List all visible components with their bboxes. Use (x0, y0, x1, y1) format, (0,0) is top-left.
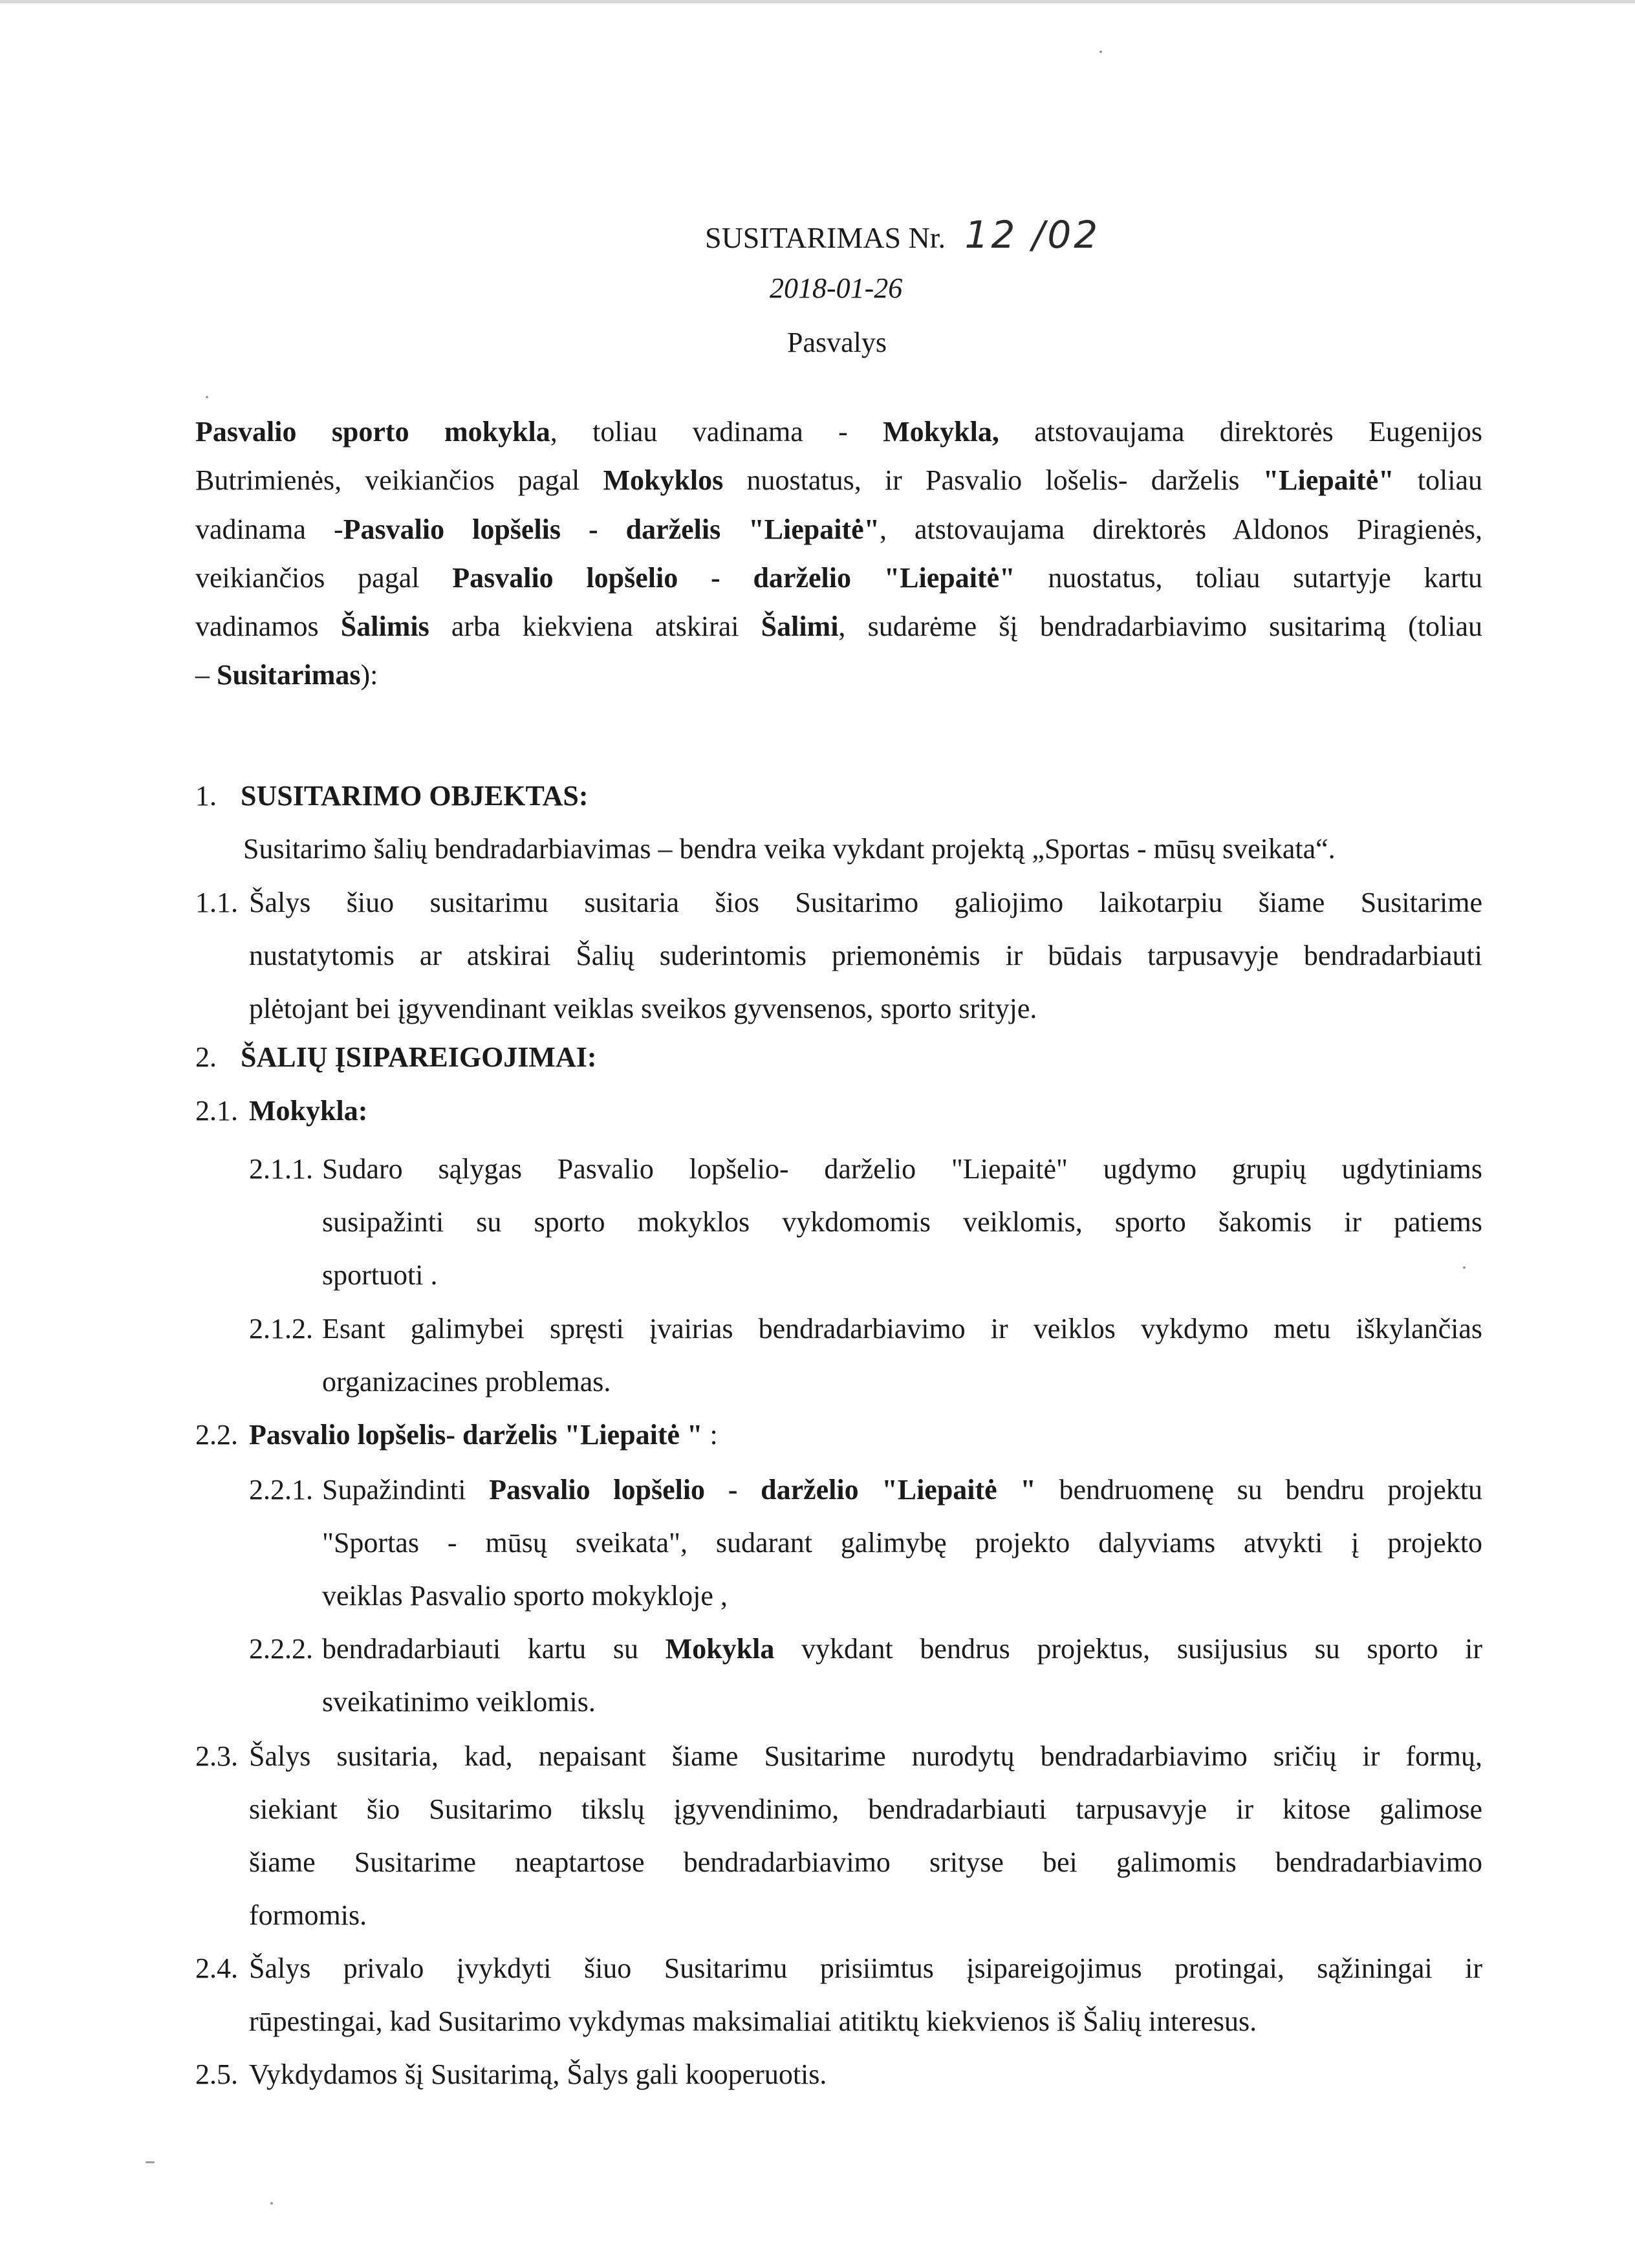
clause-2-1-2-line-1: Esant galimybei spręsti įvairias bendradarbiavimo ir veiklos vykdymo metu iškylančias (322, 1313, 1482, 1345)
clause-2-2-1-line-1: Supažindinti Pasvalio lopšelio - darželio "Liepaitė " bendruomenę su bendru projektu (322, 1474, 1482, 1506)
clause-2-1-1-line-2: susipažinti su sporto mokyklos vykdomomis veiklomis, sporto šakomis ir patiems (322, 1206, 1482, 1238)
clause-2-2-1-line-3: veiklas Pasvalio sporto mokykloje , (322, 1580, 728, 1612)
intro-line-5: vadinamos Šalimis arba kiekviena atskirai Šalimi, sudarėme šį bendradarbiavimo susitarimą (toliau (195, 610, 1482, 642)
clause-2-2-2-line-1: bendradarbiauti kartu su Mokykla vykdant bendrus projektus, susijusius su sporto ir (322, 1633, 1483, 1665)
clause-2-2-1-number: 2.2.1. (249, 1474, 313, 1506)
clause-2-4-number: 2.4. (195, 1952, 238, 1984)
clause-2-3-line-1: Šalys susitaria, kad, nepaisant šiame Susitarime nurodytų bendradarbiavimo sričių ir formų, (249, 1740, 1482, 1772)
section-1-number: 1. (195, 780, 217, 812)
clause-1-1-number: 1.1. (195, 887, 238, 918)
document-title (705, 213, 1101, 257)
clause-1-1-line-2: nustatytomis ar atskirai Šalių suderintomis priemonėmis ir būdais tarpusavyje bendradarbiauti (249, 940, 1482, 971)
clause-2-1-number: 2.1. (195, 1095, 238, 1127)
intro-line-4: veikiančios pagal Pasvalio lopšelio - darželio "Liepaitė" nuostatus, toliau sutartyje kartu (195, 562, 1482, 594)
title-prefix: SUSITARIMAS Nr. (705, 221, 946, 254)
intro-line-6: – Susitarimas): (195, 659, 378, 691)
clause-1-1-line-1: Šalys šiuo susitarimu susitaria šios Susitarimo galiojimo laikotarpiu šiame Susitarime (249, 887, 1482, 918)
document-city: Pasvalys (787, 327, 887, 358)
clause-2-2-number: 2.2. (195, 1419, 238, 1451)
section-2-heading: ŠALIŲ ĮSIPAREIGOJIMAI: (241, 1041, 597, 1073)
clause-2-2-2-number: 2.2.2. (249, 1633, 313, 1665)
clause-2-5-number: 2.5. (195, 2058, 238, 2090)
clause-2-1-1-number: 2.1.1. (249, 1153, 313, 1185)
clause-2-1-2-line-2: organizacines problemas. (322, 1366, 611, 1398)
clause-2-3-line-4: formomis. (249, 1899, 367, 1931)
clause-2-1-1-line-1: Sudaro sąlygas Pasvalio lopšelio- darželio "Liepaitė" ugdymo grupių ugdytiniams (322, 1153, 1482, 1185)
clause-2-2-heading: Pasvalio lopšelis- darželis "Liepaitė " : (249, 1419, 718, 1451)
clause-2-1-1-line-3: sportuoti . (322, 1259, 438, 1291)
clause-2-1-heading: Mokykla: (249, 1095, 368, 1127)
intro-line-2: Butrimienės, veikiančios pagal Mokyklos nuostatus, ir Pasvalio lošelis- darželis "Liepaitė" toliau (195, 464, 1483, 496)
intro-line-3: vadinama -Pasvalio lopšelis - darželis "Liepaitė", atstovaujama direktorės Aldonos Piragienės, (195, 513, 1482, 545)
clause-1-1-line-3: plėtojant bei įgyvendinant veiklas sveikos gyvensenos, sporto srityje. (249, 993, 1037, 1024)
section-1-heading: SUSITARIMO OBJEKTAS: (241, 780, 589, 812)
clause-2-2-1-line-2: "Sportas - mūsų sveikata", sudarant galimybę projekto dalyviams atvykti į projekto (322, 1527, 1482, 1559)
clause-2-3-line-3: šiame Susitarime neaptartose bendradarbiavimo srityse bei galimomis bendradarbiavimo (249, 1846, 1482, 1878)
handwritten-number: 12 /02 (964, 213, 1101, 257)
clause-2-4-line-1: Šalys privalo įvykdyti šiuo Susitarimu prisiimtus įsipareigojimus protingai, sąžiningai ir (249, 1952, 1482, 1984)
section-2-number: 2. (195, 1041, 217, 1073)
clause-2-5-line-1: Vykdydamos šį Susitarimą, Šalys gali kooperuotis. (249, 2058, 827, 2090)
intro-line-1: Pasvalio sporto mokykla, toliau vadinama - Mokykla, atstovaujama direktorės Eugenijos (195, 416, 1482, 448)
section-1-text: Susitarimo šalių bendradarbiavimas – bendra veika vykdant projektą „Sportas - mūsų sveikata“. (243, 833, 1336, 865)
clause-2-3-line-2: siekiant šio Susitarimo tikslų įgyvendinimo, bendradarbiauti tarpusavyje ir kitose galimose (249, 1793, 1482, 1825)
clause-2-3-number: 2.3. (195, 1740, 238, 1772)
document-date: 2018-01-26 (770, 272, 903, 304)
clause-2-2-2-line-2: sveikatinimo veiklomis. (322, 1686, 596, 1718)
clause-2-1-2-number: 2.1.2. (249, 1313, 313, 1345)
clause-2-4-line-2: rūpestingai, kad Susitarimo vykdymas maksimaliai atitiktų kiekvienos iš Šalių interesus. (249, 2005, 1257, 2037)
